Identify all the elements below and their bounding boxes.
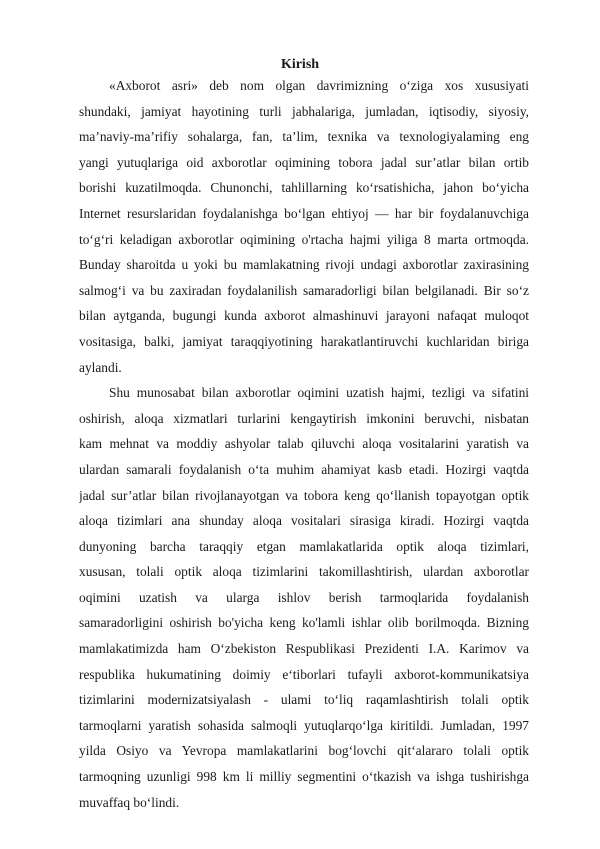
paragraph-line: to‘g‘ri keladigan axborotlar oqimining o'rtacha hajmi yiliga 8 marta ortmoqda. xyxy=(79,231,529,247)
paragraph-line: borishi kuzatilmoqda. Chunonchi, tahlillarning ko‘rsatishicha, jahon bo‘yicha xyxy=(79,180,529,196)
paragraph-line: oshirish, aloqa xizmatlari turlarini kengaytirish imkonini beruvchi, nisbatan xyxy=(79,410,529,426)
paragraph-1 xyxy=(79,73,529,380)
paragraph-line: yangi yutuqlariga oid axborotlar oqimining tobora jadal sur’atlar bilan ortib xyxy=(79,154,529,170)
paragraph-2 xyxy=(79,380,529,815)
paragraph-line: salmog‘i va bu zaxiradan foydalanilish samaradorligi bilan belgilanadi. Bir so‘z xyxy=(79,282,529,298)
paragraph-line: kam mehnat va moddiy ashyolar talab qiluvchi aloqa vositalarini yaratish va xyxy=(79,436,529,452)
paragraph-line: tarmoqning uzunligi 998 km li milliy segmentini o‘tkazish va ishga tushirishga xyxy=(79,769,529,785)
paragraph-line: «Axborot asri» deb nom olgan davrimizning o‘ziga xos xususiyati xyxy=(109,78,529,93)
paragraph-line: jadal sur’atlar bilan rivojlanayotgan va tobora keng qo‘llanish topayotgan optik xyxy=(79,487,529,503)
paragraph-line: tizimlarini modernizatsiyalash - ulami to‘liq raqamlashtirish tolali optik xyxy=(79,692,529,708)
paragraph-line: shundaki, jamiyat hayotining turli jabhalariga, jumladan, iqtisodiy, siyosiy, xyxy=(79,103,529,119)
paragraph-line: Internet resurslaridan foydalanishga bo‘lgan ehtiyoj — har bir foydalanuvchiga xyxy=(79,205,529,221)
paragraph-line: tarmoqlarni yaratish sohasida salmoqli yutuqlarqo‘lga kiritildi. Jumladan, 1997 xyxy=(79,717,529,733)
paragraph-line: muvaffaq bo‘lindi. xyxy=(79,794,180,810)
paragraph-line: dunyoning barcha taraqqiy etgan mamlakatlarida optik aloqa tizimlari, xyxy=(79,538,529,554)
paragraph-line: bilan aytganda, bugungi kunda axborot almashinuvi jarayoni nafaqat muloqot xyxy=(79,308,529,324)
paragraph-line: oqimini uzatish va ularga ishlov berish tarmoqlarida foydalanish xyxy=(79,589,529,605)
paragraph-line: Bunday sharoitda u yoki bu mamlakatning rivoji undagi axborotlar zaxirasining xyxy=(79,257,529,273)
paragraph-line: Shu munosabat bilan axborotlar oqimini uzatish hajmi, tezligi va sifatini xyxy=(109,385,529,401)
paragraph-line: samaradorligini oshirish bo'yicha keng ko'lamli ishlar olib borilmoqda. Bizning xyxy=(79,615,529,631)
paragraph-line: ulardan samarali foydalanish o‘ta muhim ahamiyat kasb etadi. Hozirgi vaqtda xyxy=(79,461,529,477)
paragraph-line: mamlakatimizda ham O‘zbekiston Respublikasi Prezidenti I.A. Karimov va xyxy=(79,641,529,657)
body-text xyxy=(79,73,529,815)
paragraph-line: aloqa tizimlari ana shunday aloqa vositalari sirasiga kiradi. Hozirgi vaqtda xyxy=(79,513,529,529)
paragraph-line: respublika hukumatining doimiy e‘tiborlari tufayli axborot-kommunikatsiya xyxy=(79,666,529,682)
paragraph-line: vositasiga, balki, jamiyat taraqqiyotining harakatlantiruvchi kuchlaridan biriga xyxy=(79,333,529,349)
paragraph-line: aylandi. xyxy=(79,359,122,375)
page-title: Kirish xyxy=(280,57,320,72)
paragraph-line: yilda Osiyo va Yevropa mamlakatlarini bog‘lovchi qit‘alararo tolali optik xyxy=(79,743,529,759)
paragraph-line: ma’naviy-ma’rifiy sohalarga, fan, ta’lim, texnika va texnologiyalaming eng xyxy=(79,129,529,145)
paragraph-line: xususan, tolali optik aloqa tizimlarini takomillashtirish, ulardan axborotlar xyxy=(79,564,529,580)
